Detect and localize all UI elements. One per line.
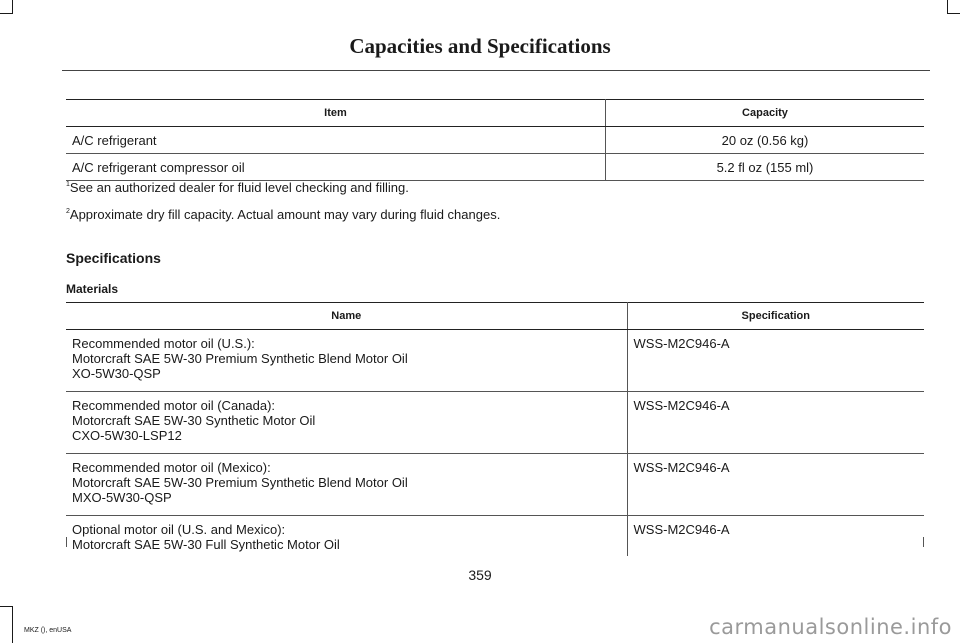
table-continuation-line-left (66, 537, 67, 547)
page-number: 359 (468, 567, 492, 583)
cell-capacity: 20 oz (0.56 kg) (605, 127, 924, 154)
table-header-row (66, 303, 924, 330)
cell-capacity: 5.2 fl oz (155 ml) (605, 154, 924, 181)
crop-mark-top-left-v (12, 0, 13, 14)
section-heading: Specifications (66, 250, 161, 266)
cell-specification: WSS-M2C946-A (627, 454, 924, 516)
sub-heading: Materials (66, 282, 119, 296)
footnote-2 (66, 207, 500, 222)
footnote-text: Approximate dry fill capacity. Actual amount may vary during fluid changes. (69, 207, 501, 222)
footer-label: MKZ (), enUSA (24, 627, 72, 634)
watermark: carmanualsonline.info (709, 615, 952, 639)
crop-mark-top-right-h (947, 13, 960, 14)
name-line: Recommended motor oil (U.S.): (72, 336, 255, 351)
column-header-specification: Specification (627, 303, 924, 330)
name-line: Recommended motor oil (Mexico): (72, 460, 271, 475)
title-rule (62, 70, 930, 71)
footnote-mark: 2 (66, 208, 70, 215)
table-row (66, 454, 924, 516)
cell-name (66, 330, 627, 392)
column-header-item: Item (66, 100, 605, 127)
table-row (66, 516, 924, 557)
name-line: Motorcraft SAE 5W-30 Premium Synthetic Blend Motor Oil (72, 351, 408, 366)
capacities-table (66, 99, 924, 181)
cell-item: A/C refrigerant (66, 127, 605, 154)
cell-specification: WSS-M2C946-A (627, 330, 924, 392)
footnote-mark: 1 (66, 181, 70, 188)
cell-name (66, 392, 627, 454)
cell-specification: WSS-M2C946-A (633, 522, 730, 537)
crop-mark-top-right-v (947, 0, 948, 14)
table-row (66, 330, 924, 392)
name-line: Motorcraft SAE 5W-30 Full Synthetic Motor Oil (72, 537, 340, 552)
name-line: Recommended motor oil (Canada): (72, 398, 276, 413)
column-header-name: Name (66, 303, 627, 330)
name-line: XO-5W30-QSP (72, 366, 161, 381)
name-line: Motorcraft SAE 5W-30 Synthetic Motor Oil (72, 413, 316, 428)
table-row (66, 392, 924, 454)
footnote-1 (66, 180, 409, 195)
table-row (66, 154, 924, 181)
cell-specification: WSS-M2C946-A (627, 392, 924, 454)
cell-name (66, 516, 627, 557)
materials-table (66, 302, 924, 556)
name-line: MXO-5W30-QSP (72, 490, 172, 505)
name-line: CXO-5W30-LSP12 (72, 428, 182, 443)
crop-mark-bottom-left-v (12, 606, 13, 643)
name-line: Optional motor oil (U.S. and Mexico): (72, 522, 286, 537)
page-title: Capacities and Specifications (349, 34, 611, 58)
footnote-text: See an authorized dealer for fluid level checking and filling. (69, 180, 409, 195)
cell-item: A/C refrigerant compressor oil (66, 154, 605, 181)
crop-mark-bottom-left-h (0, 606, 13, 607)
column-header-capacity: Capacity (605, 100, 924, 127)
table-continuation-line-mid (627, 537, 628, 547)
crop-mark-top-left-h (0, 13, 13, 14)
table-row (66, 127, 924, 154)
name-line: Motorcraft SAE 5W-30 Premium Synthetic Blend Motor Oil (72, 475, 408, 490)
cell-name (66, 454, 627, 516)
table-header-row (66, 100, 924, 127)
table-continuation-line-right (923, 537, 924, 547)
